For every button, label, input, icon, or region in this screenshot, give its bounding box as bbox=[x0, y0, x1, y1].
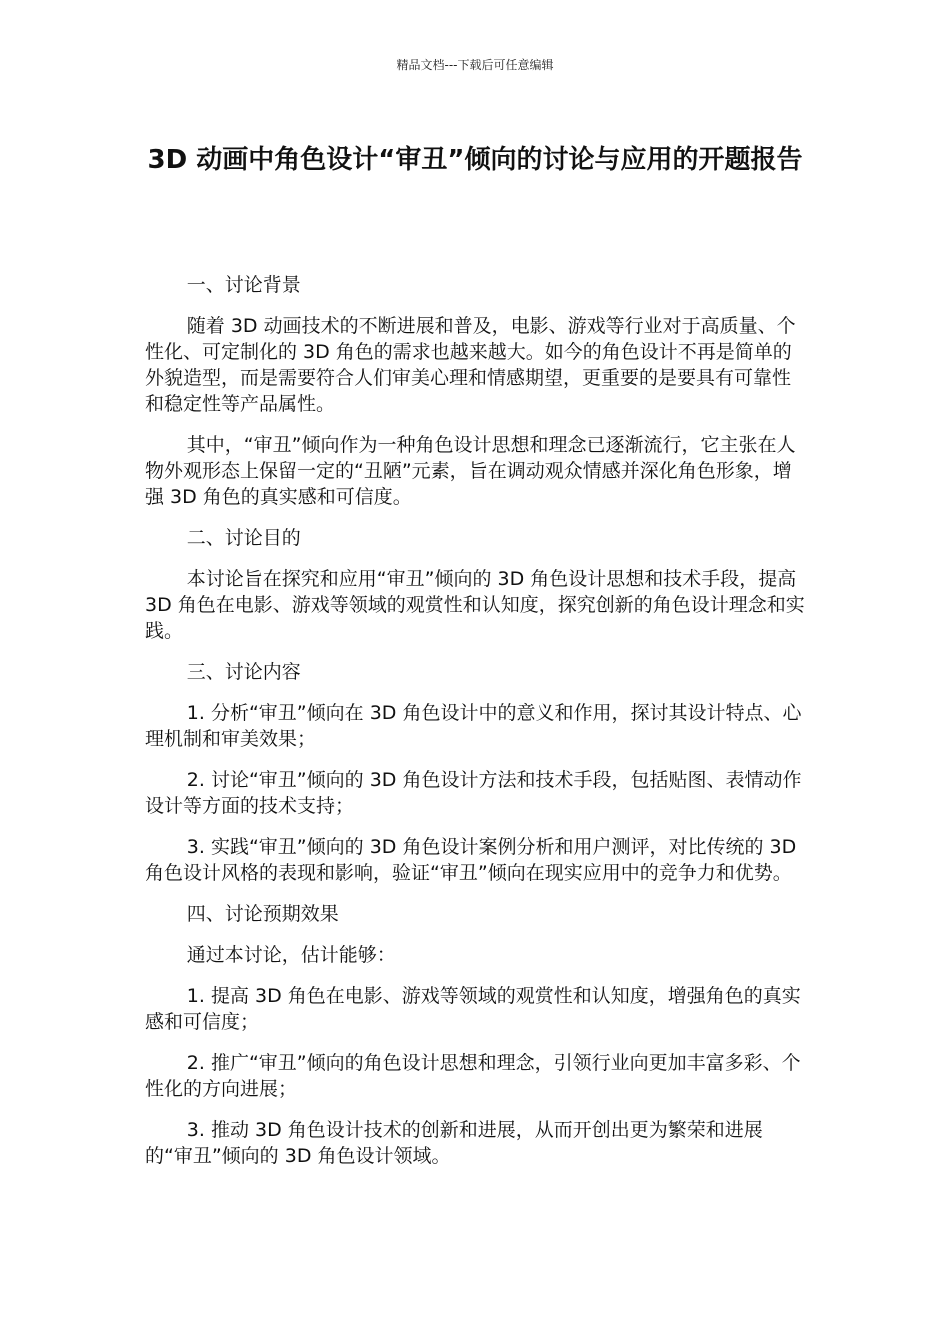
page-header: 精品文档---下载后可任意编辑 bbox=[396, 58, 554, 72]
paragraph: 本讨论旨在探究和应用“审丑”倾向的 3D 角色设计思想和技术手段，提高 3D 角色在电影、游戏等领域的观赏性和认知度，探究创新的角色设计理念和实践。 bbox=[145, 568, 805, 642]
section-heading-content: 三、讨论内容 bbox=[186, 661, 301, 683]
section-heading-background: 一、讨论背景 bbox=[186, 274, 301, 296]
list-item: 1. 提高 3D 角色在电影、游戏等领域的观赏性和认知度，增强角色的真实感和可信度； bbox=[145, 985, 801, 1033]
document-body bbox=[145, 272, 807, 1184]
paragraph: 其中，“审丑”倾向作为一种角色设计思想和理念已逐渐流行，它主张在人物外观形态上保留一定的“丑陋”元素，旨在调动观众情感并深化角色形象，增强 3D 角色的真实感和可信度。 bbox=[145, 434, 796, 508]
section-heading-purpose: 二、讨论目的 bbox=[186, 527, 301, 549]
list-item: 3. 推动 3D 角色设计技术的创新和进展，从而开创出更为繁荣和进展的“审丑”倾向的 3D 角色设计领域。 bbox=[145, 1119, 763, 1167]
list-item: 2. 讨论“审丑”倾向的 3D 角色设计方法和技术手段，包括贴图、表情动作设计等方面的技术支持； bbox=[145, 769, 802, 817]
list-item: 2. 推广“审丑”倾向的角色设计思想和理念，引领行业向更加丰富多彩、个性化的方向进展； bbox=[145, 1052, 801, 1100]
list-item: 3. 实践“审丑”倾向的 3D 角色设计案例分析和用户测评，对比传统的 3D 角色设计风格的表现和影响，验证“审丑”倾向在现实应用中的竞争力和优势。 bbox=[145, 836, 797, 884]
paragraph: 随着 3D 动画技术的不断进展和普及，电影、游戏等行业对于高质量、个性化、可定制化的 3D 角色的需求也越来越大。如今的角色设计不再是简单的外貌造型，而是需要符合人们审美心理和情感期望，更重要的是要具有可靠性和稳定性等产品属性。 bbox=[145, 315, 796, 415]
paragraph: 通过本讨论，估计能够： bbox=[186, 944, 396, 966]
section-heading-expected-results: 四、讨论预期效果 bbox=[186, 903, 339, 925]
document-title: 3D 动画中角色设计“审丑”倾向的讨论与应用的开题报告 bbox=[147, 145, 803, 175]
list-item: 1. 分析“审丑”倾向在 3D 角色设计中的意义和作用，探讨其设计特点、心理机制和审美效果； bbox=[145, 702, 802, 750]
